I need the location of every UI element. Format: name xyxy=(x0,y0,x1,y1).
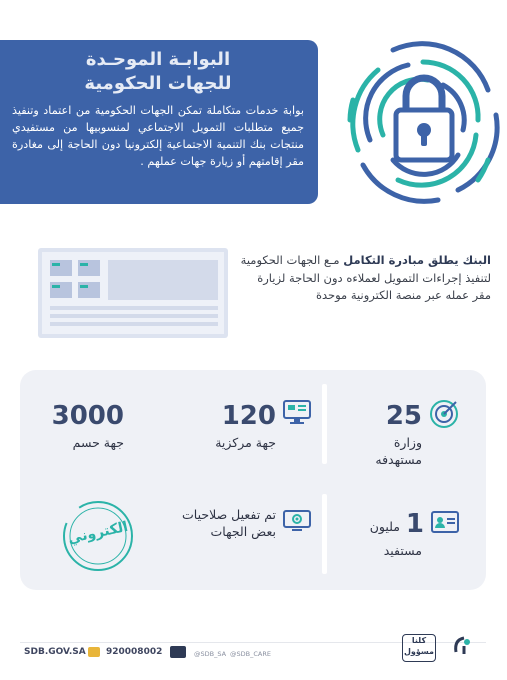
phone-badge-icon xyxy=(170,646,186,658)
settings-monitor-icon xyxy=(282,508,312,534)
id-card-icon xyxy=(430,510,460,536)
hero-title-line2: للجهات الحكومية xyxy=(84,73,232,94)
slogan-line1: كلنا xyxy=(411,636,427,645)
hero-title-line1: البوابـة الموحـدة xyxy=(85,49,231,70)
divider xyxy=(322,384,327,464)
initiative-lead: البنك يطلق مبادرة التكامل xyxy=(343,253,491,267)
fingerprint-lock-icon xyxy=(338,30,503,210)
permissions-label-line1: تم تفعيل صلاحيات xyxy=(182,507,276,522)
initiative-rest: مـع الجهات الحكومية لتنفيذ إجراءات التمويل لعملاءه دون الحاجة لزيارة مقر عمله عبر منصة الكترونية موحدة xyxy=(240,253,491,302)
ministries-label xyxy=(340,434,422,468)
monitor-icon xyxy=(282,398,312,426)
slogan-line2: مسؤول xyxy=(403,647,435,656)
hero-title xyxy=(12,48,304,96)
sa-handle[interactable]: @SDB_SA xyxy=(194,650,227,658)
central-label: جهة مركزية xyxy=(215,435,276,450)
permissions-label xyxy=(150,506,276,540)
ministries-label-line2: مستهدفه xyxy=(375,452,422,467)
platform-screen-illustration xyxy=(38,248,228,338)
target-icon xyxy=(428,398,460,430)
care-handle[interactable]: @SDB_CARE xyxy=(230,650,271,658)
beneficiaries-label: مستفيد xyxy=(383,543,422,558)
ministries-label-line1: وزارة xyxy=(393,435,422,450)
slogan-logo xyxy=(402,634,436,662)
hero-card xyxy=(0,40,318,204)
decision-label: جهة حسم xyxy=(72,435,124,450)
hero-description: بوابة خدمات متكاملة تمكن الجهات الحكومية من اعتماد وتنفيذ جميع متطلبات التمويل الاجتماعي لمنسوبيها من مستفيدي منتجات بنك التنمية الاجتماعية إلكترونيا دون الحاجة إلى مغادرة مقر إقامتهم أو زيارة جهات عملهم . xyxy=(12,104,304,168)
central-count: 120 xyxy=(221,401,276,431)
website-link[interactable]: SDB.GOV.SA xyxy=(24,647,86,657)
beneficiaries-unit: مليون xyxy=(369,519,400,534)
initiative-description xyxy=(236,252,491,305)
web-icon xyxy=(88,647,100,657)
beneficiaries-count: 1 xyxy=(405,509,424,539)
permissions-label-line2: بعض الجهات xyxy=(210,524,276,539)
phone-number[interactable]: 920008002 xyxy=(106,647,163,657)
divider xyxy=(322,494,327,574)
sdb-logo-icon xyxy=(450,632,476,658)
badge-text: الكتروني xyxy=(66,518,130,548)
ministries-count: 25 xyxy=(385,401,422,431)
decision-count: 3000 xyxy=(51,401,124,431)
